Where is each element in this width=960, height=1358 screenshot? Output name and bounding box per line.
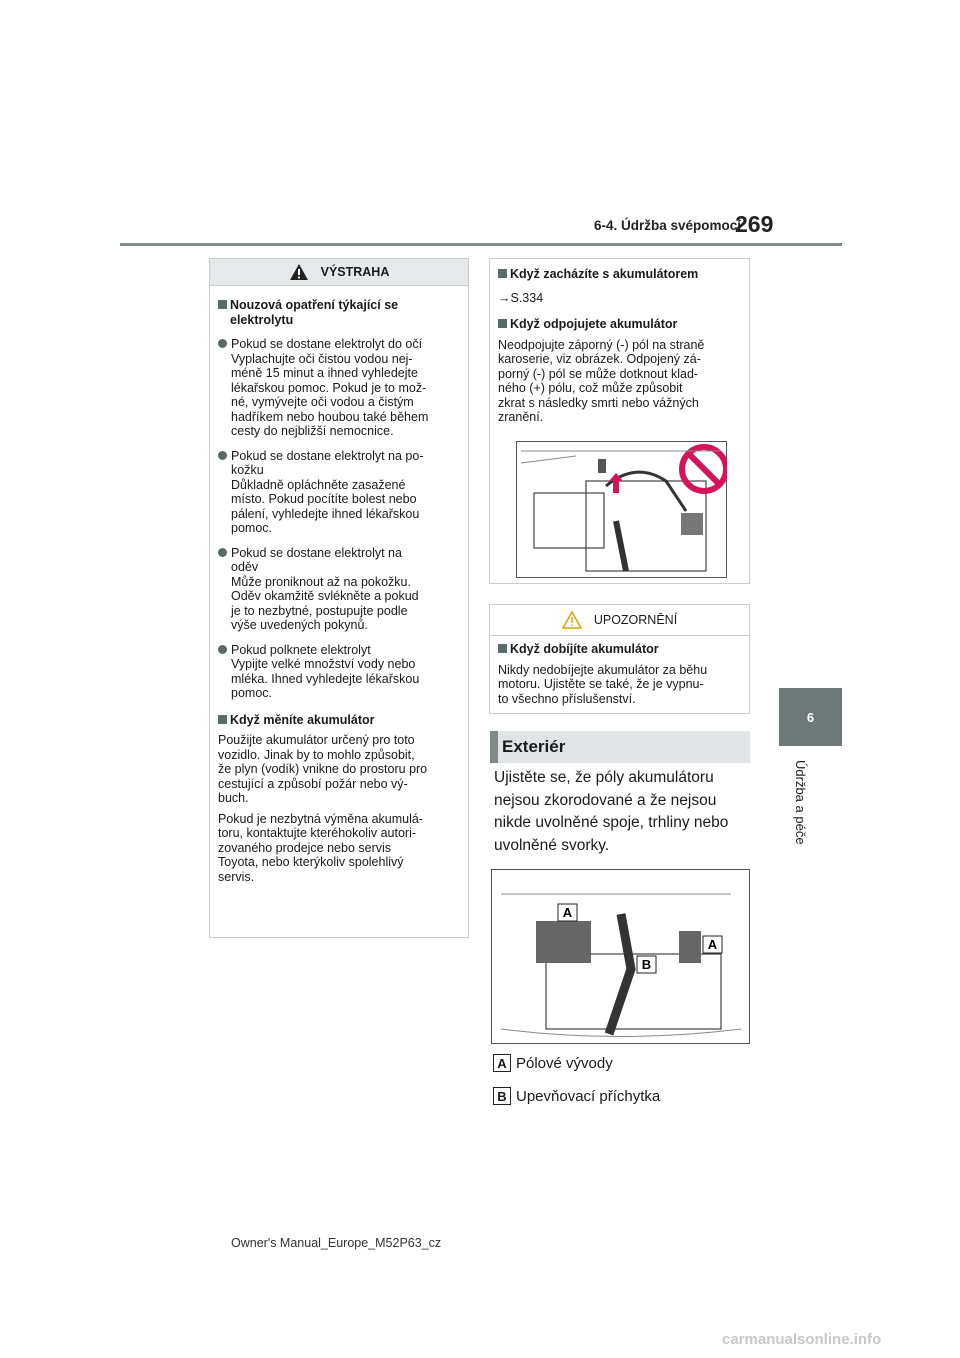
label-a-box: A bbox=[493, 1054, 511, 1072]
list-item: Pokud se dostane elektrolyt na po- kožku Důkladně opláchněte zasažené místo. Pokud pocítíte bolest nebo pálení, vyhledejte ihned lékařskou pomoc. bbox=[218, 449, 460, 536]
square-bullet-icon bbox=[498, 644, 507, 653]
chapter-title: Údržba a péče bbox=[793, 760, 808, 845]
list-item: Pokud se dostane elektrolyt na oděv Může proniknout až na pokožku. Oděv okamžitě svlékněte a pokud je to nezbytné, postupujte podle výše uvedených pokynů. bbox=[218, 546, 460, 633]
legend-a-text: Pólové vývody bbox=[516, 1054, 613, 1072]
warning-heading-electrolyte: Nouzová opatření týkající se elektrolytu bbox=[218, 298, 460, 327]
square-bullet-icon bbox=[218, 715, 227, 724]
warning-box bbox=[209, 258, 469, 938]
round-bullet-icon bbox=[218, 339, 227, 348]
square-bullet-icon bbox=[218, 300, 227, 309]
label-a-callout-2 bbox=[703, 936, 722, 953]
warning-icon bbox=[289, 263, 309, 281]
paragraph: Pokud je nezbytná výměna akumulá- toru, kontaktujte kteréhokoliv autori- zovaného prodejce nebo servis Toyota, nebo kterýkoliv spolehlivý servis. bbox=[218, 811, 423, 884]
round-bullet-icon bbox=[218, 645, 227, 654]
label-b-box: B bbox=[493, 1087, 511, 1105]
chapter-number: 6 bbox=[806, 709, 815, 725]
list-item: Pokud polknete elektrolyt Vypijte velké množství vody nebo mléka. Ihned vyhledejte lékařskou pomoc. bbox=[218, 643, 460, 701]
legend-b bbox=[493, 1087, 660, 1105]
heading-disconnect: Když odpojujete akumulátor bbox=[498, 317, 741, 332]
notice-title: UPOZORNĚNÍ bbox=[593, 613, 678, 627]
svg-text:A: A bbox=[707, 937, 718, 952]
notice-heading: Když dobíjíte akumulátor bbox=[498, 642, 741, 657]
page-reference: →S.334 bbox=[498, 290, 544, 305]
battery-handling-box bbox=[489, 258, 750, 584]
square-bullet-icon bbox=[498, 319, 507, 328]
watermark: carmanualsonline.info bbox=[722, 1331, 882, 1348]
legend-b-text: Upevňovací příchytka bbox=[516, 1087, 661, 1105]
chapter-tab bbox=[779, 688, 842, 746]
paragraph: Neodpojujte záporný (-) pól na straně karoserie, viz obrázek. Odpojený zá- porný (-) pól se může dotknout klad- ného (+) pólu, což může způsobit zkrat s následky smrti nebo vážných zranění. bbox=[498, 337, 705, 424]
heading-handling: Když zacházíte s akumulátorem bbox=[498, 267, 741, 282]
exterior-heading: Exteriér bbox=[490, 731, 750, 763]
caution-icon bbox=[562, 611, 582, 629]
legend-a bbox=[493, 1054, 613, 1072]
square-bullet-icon bbox=[498, 269, 507, 278]
label-b-callout bbox=[637, 956, 656, 973]
warning-heading-replace: Když měníte akumulátor bbox=[218, 713, 460, 728]
notice-box bbox=[489, 604, 750, 714]
paragraph: Použijte akumulátor určený pro toto vozidlo. Jinak by to mohlo způsobit, že plyn (vodík) vnikne do prostoru pro cestující a způsobí požár nebo vý- buch. bbox=[218, 733, 428, 805]
list-item: Pokud se dostane elektrolyt do očí Vyplachujte oči čistou vodou nej- méně 15 minut a ihned vyhledejte lékařskou pomoc. Pokud je to mož- né, vymývejte oči vodou a čistým hadříkem nebo houbou také během cesty do nejbližší nemocnice. bbox=[218, 337, 460, 439]
notice-header bbox=[490, 605, 749, 636]
round-bullet-icon bbox=[218, 451, 227, 460]
section-title: 6-4. Údržba svépomocí bbox=[594, 218, 742, 233]
battery-terminals-illustration bbox=[491, 869, 750, 1044]
exterior-paragraph: Ujistěte se, že póly akumulátoru nejsou zkorodované a že nejsou nikde uvolněné spoje, trhliny nebo uvolněné svorky. bbox=[494, 769, 729, 854]
svg-text:A: A bbox=[562, 905, 573, 920]
header-rule bbox=[120, 243, 842, 246]
paragraph: Nikdy nedobíjejte akumulátor za běhu motoru. Ujistěte se také, že je vypnu- to všechno příslušenství. bbox=[498, 662, 708, 706]
round-bullet-icon bbox=[218, 548, 227, 557]
svg-text:B: B bbox=[641, 957, 652, 972]
footer-manual-id: Owner's Manual_Europe_M52P63_cz bbox=[231, 1236, 442, 1250]
battery-disconnect-illustration bbox=[516, 441, 727, 578]
warning-title: VÝSTRAHA bbox=[320, 265, 390, 279]
page-number: 269 bbox=[735, 211, 774, 237]
chapter-title-vertical bbox=[792, 760, 808, 870]
label-a-callout-1 bbox=[558, 904, 577, 921]
warning-header bbox=[210, 259, 468, 286]
